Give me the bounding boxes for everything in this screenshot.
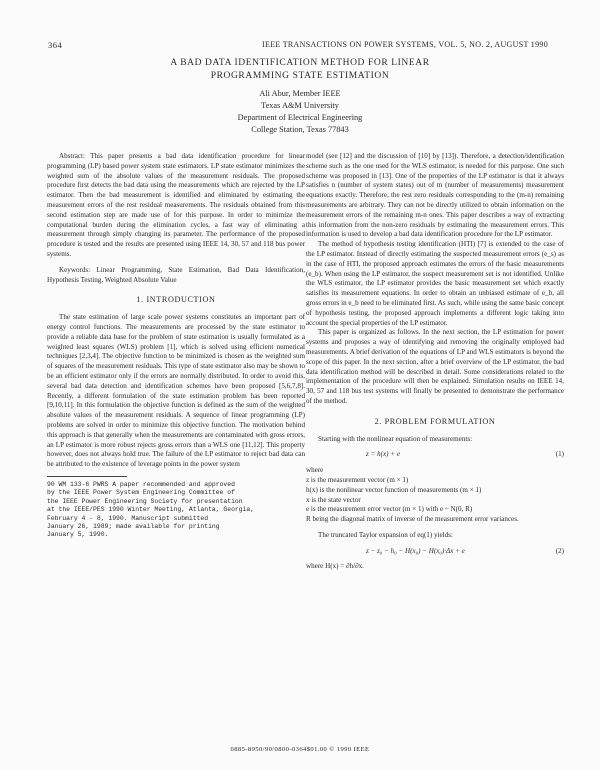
footnote-divider	[47, 476, 127, 477]
where-label: where	[306, 466, 324, 475]
author-block	[0, 88, 600, 136]
right-paragraph-1: model (see [12] and the discussion of [10] by [13]). Therefore, a detection/identification scheme such as the one used for the WLS estimator, is needed for this purpose. One such scheme was proposed in [13]. One of the properties of the LP estimator is that it always satisfies n (number of system states) out of m (number of measurements) measurement equations exactly. Therefore, the rest zero residuals corresponding to the (m-n) remaining measurements are arbitrary. They can not be directly utilized to obtain information on the measurement errors of the remaining m-n ones. This paper describes a way of extracting this information from the non-zero residuals by estimating the measurement errors. This information is used to develop a bad data identification procedure for the LP estimator.	[306, 152, 564, 239]
author-location: College Station, Texas 77843	[251, 125, 349, 134]
section-heading-introduction: 1. INTRODUCTION	[136, 295, 216, 305]
right-paragraph-2: The method of hypothesis testing identification (HTI) [7] is extended to the case of the LP estimator. Instead of directly estimating the suspected measurement errors (e_s) as in the case of HTI, the proposed approach estimates the errors of the basic measurements (e_b). When using the LP estimator, the suspect measurement set is not identified. Unlike the WLS estimator, the LP estimator provides the basic measurement set which exactly satisfies its measurement equations. In order to obtain an unbiased estimate of e_b, all gross errors in e_b need to be eliminated first. As such, while using the same basic concept of hypothesis testing, the proposed approach implements a different logic taking into account the special properties of the LP estimator.	[306, 240, 564, 327]
footnote	[47, 481, 305, 540]
taylor-expansion-text: The truncated Taylor expansion of eq(1) yields:	[318, 530, 453, 539]
equation-2	[306, 547, 564, 557]
abstract-text: This paper presents a bad data identification procedure for linear programming (LP) based power system state estimators. LP state estimator minimizes the weighted sum of the absolute values of the measurement residuals. The proposed procedure first detects the bad data using the measurements which are rejected by the LP estimator. Then the bad measurement is identified and eliminated by estimating the measurement errors of the rest residual measurements. The residuals obtained from this second estimation step are made use of for this purpose. In order to minimize the computational burden during the elimination cycles, a fast way of eliminating a measurement through simply changing its parameter. The performance of the proposed procedure is tested and the results are presented using IEEE 14, 30, 57 and 118 bus power systems.	[47, 152, 305, 258]
author-name: Ali Abur, Member IEEE	[259, 89, 341, 98]
footnote-line: by the IEEE Power System Engineering Committee of	[47, 489, 235, 497]
author-university: Texas A&M University	[261, 101, 339, 110]
footnote-line: at the IEEE/PES 1990 Winter Meeting, Atlanta, Georgia,	[47, 506, 255, 514]
section-heading-problem-formulation: 2. PROBLEM FORMULATION	[374, 416, 496, 426]
footnote-line: January 26, 1989; made available for printing	[47, 522, 220, 530]
definition-line: z is the measurement vector (m × 1)	[306, 475, 409, 484]
abstract-label: Abstract:	[59, 152, 86, 160]
title-line-1: A BAD DATA IDENTIFICATION METHOD FOR LINEAR	[170, 58, 430, 68]
footnote-line: 90 WM 133-6 PWRS A paper recommended and approved	[47, 480, 235, 488]
paper-title	[0, 57, 600, 83]
right-paragraph-3: This paper is organized as follows. In the next section, the LP estimation for power systems and proposes a way of identifying and removing the originally employed bad measurements. A brief derivation of the equations of LP and WLS estimators is beyond the scope of this paper. In the next section, after a brief overview of the LP estimator, the bad data identification method will be described in detail. Some considerations related to the implementation of the procedure will then be explained. Simulation results on IEEE 14, 30, 57 and 118 bus test systems will finally be presented to demonstrate the performance of the method.	[306, 328, 564, 405]
author-department: Department of Electrical Engineering	[237, 113, 363, 122]
title-line-2: PROGRAMMING STATE ESTIMATION	[210, 71, 390, 81]
equation-2-body: z − z₀ − h₀ − H(x₀) − H(x₀)·Δx + e	[366, 546, 465, 555]
equation-2-number: (2)	[555, 546, 564, 555]
journal-header: IEEE TRANSACTIONS ON POWER SYSTEMS, VOL. 5, NO. 2, AUGUST 1990	[262, 40, 548, 49]
keywords-label: Keywords:	[59, 265, 91, 274]
definition-line: R being the diagonal matrix of inverse of the measurement error variances.	[306, 515, 519, 524]
keywords-text: Linear Programming, State Estimation, Bad Data Identification, Hypothesis Testing, Weighted Absolute Value	[47, 265, 305, 284]
jacobian-definition: where H(x) = ∂h/∂x.	[306, 562, 364, 571]
definition-line: h(x) is the nonlinear vector function of measurements (m × 1)	[306, 485, 482, 494]
right-column	[306, 152, 564, 572]
introduction-paragraph: The state estimation of large scale power systems constitutes an important part of energy control functions. The measurements are processed by the state estimator to provide a reliable data base for the problem of state estimation is usually formulated as a weighted least squares (WLS) problem [1], which is solved using efficient numerical techniques [2,3,4]. The objective function to be minimized is chosen as the weighted sum of squares of the measurement residuals. This type of state estimator also may be shown to be an efficient estimator only if the errors are normally distributed. In order to avoid this, several bad data detection and identification schemes have been proposed [5,6,7,8]. Recently, a different formulation of the state estimation problem has been reported [9,10,11]. In this formulation the objective function is defined as the sum of the weighted absolute values of the measurement residuals. A sequence of linear programming (LP) problems are solved in order to minimize this objective function. The motivation behind this approach is that generally when the measurements are contaminated with gross errors, an LP estimator is more robust rejects gross errors than a WLS one [11,12]. This property however, does not always hold true. The failure of the LP estimator to reject bad data can be attributed to the existence of leverage points in the power system	[47, 313, 305, 469]
abstract	[47, 152, 305, 260]
keywords	[47, 266, 305, 286]
footnote-line: January 5, 1990.	[47, 531, 109, 539]
formulation-intro: Starting with the nonlinear equation of measurements:	[318, 434, 473, 443]
equation-1	[306, 450, 564, 460]
equation-1-number: (1)	[555, 450, 564, 459]
copyright-footer: 0885-8950/90/0800-0364$01.00 © 1990 IEEE	[230, 746, 370, 753]
definition-line: x is the state vector	[306, 495, 361, 504]
footnote-line: February 4 - 8, 1990. Manuscript submitted	[47, 514, 209, 522]
definition-line: e is the measurement error vector (m × 1) with e ~ N(0, R)	[306, 505, 473, 514]
footnote-line: the IEEE Power Engineering Society for presentation	[47, 497, 243, 505]
page-number: 364	[48, 40, 63, 50]
equation-1-body: z = h(x) + e	[366, 450, 400, 459]
left-column	[47, 152, 305, 540]
